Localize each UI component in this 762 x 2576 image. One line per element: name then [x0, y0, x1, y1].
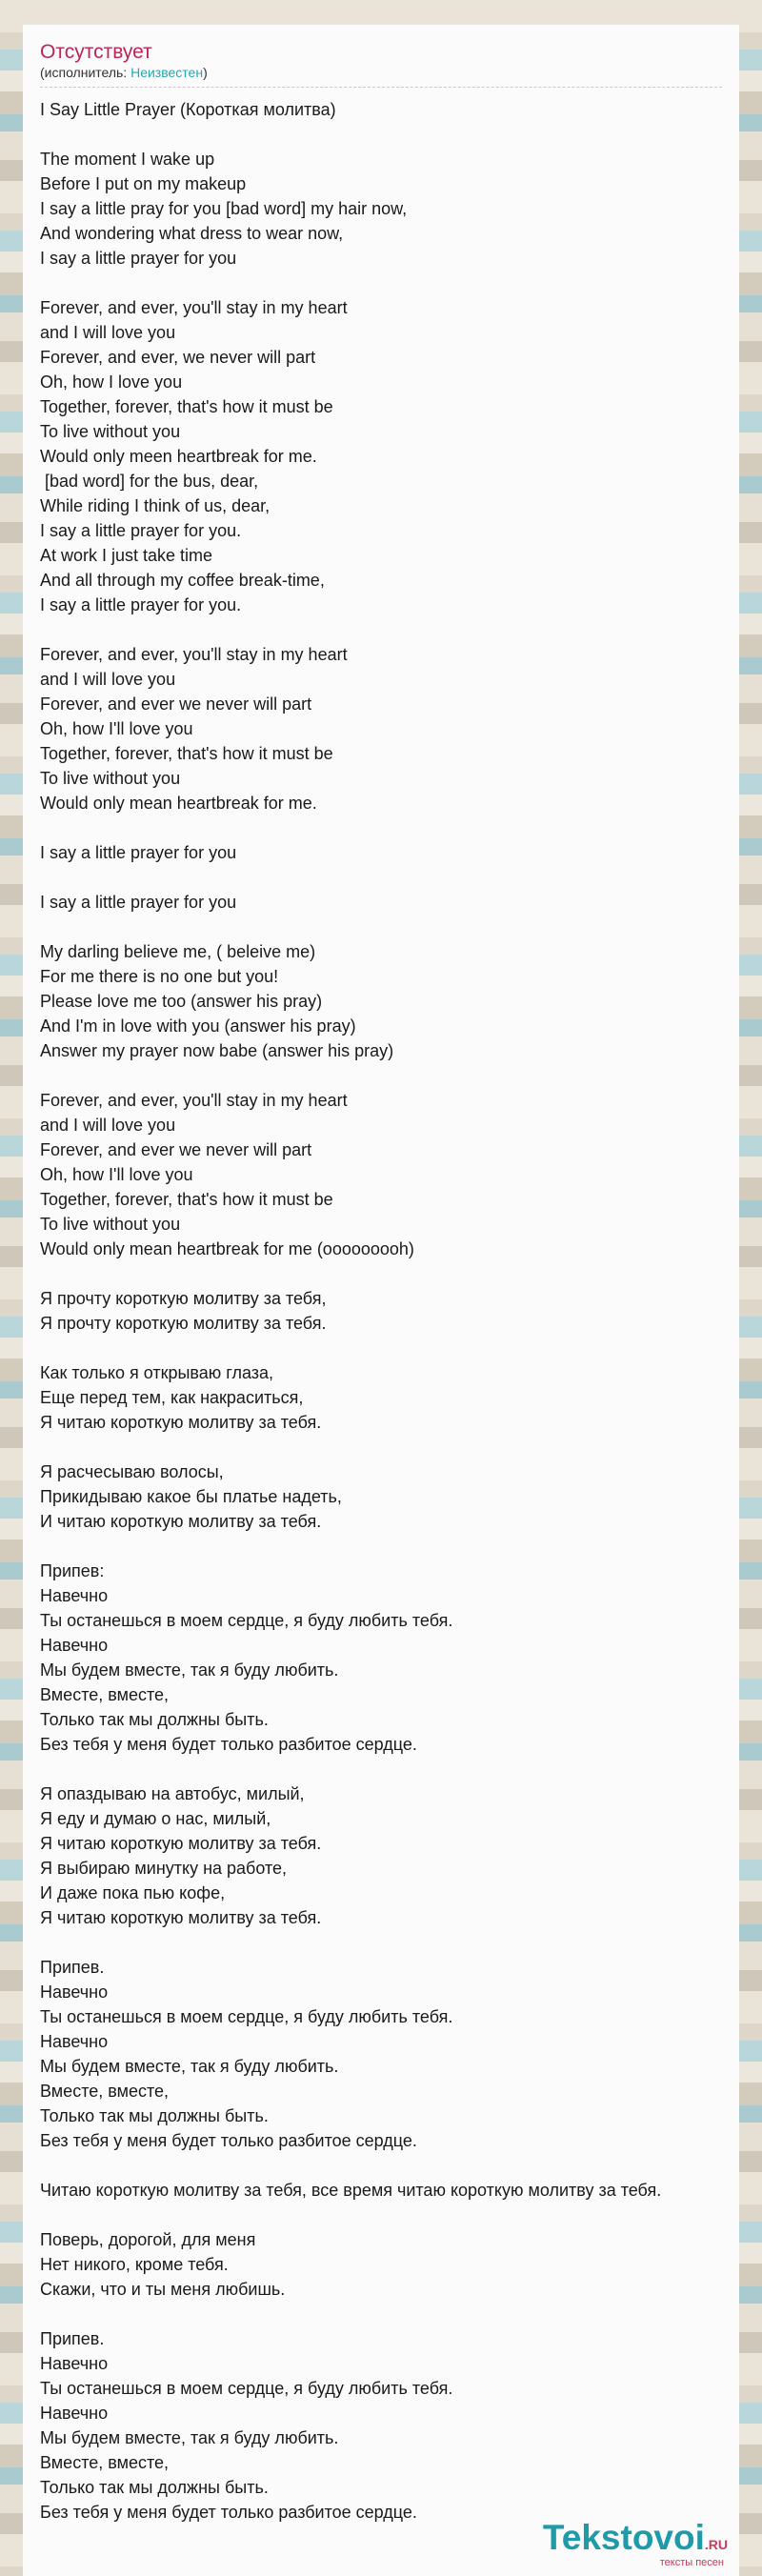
lyrics-line: Forever, and ever we never will part — [40, 694, 312, 714]
lyrics-blank-line — [40, 617, 735, 642]
lyrics-blank-line — [40, 865, 735, 890]
lyrics-line: Please love me too (answer his pray) — [40, 992, 323, 1011]
lyrics-line: Навечно — [40, 1586, 109, 1605]
lyrics-line: Forever, and ever we never will part — [40, 1140, 312, 1159]
lyrics-line: Я читаю короткую молитву за тебя. — [40, 1413, 322, 1432]
lyrics-line: and I will love you — [40, 323, 176, 342]
lyrics-line: Только так мы должны быть. — [40, 1710, 269, 1729]
lyrics-line: I Say Little Prayer (Короткая молитва) — [40, 100, 336, 119]
lyrics-line: and I will love you — [40, 670, 176, 689]
lyrics-line: Would only mean heartbreak for me (ooooooooh) — [40, 1239, 414, 1258]
lyrics-blank-line — [40, 815, 735, 840]
artist-link[interactable]: Неизвестен — [130, 65, 204, 80]
lyrics-line: Нет никого, кроме тебя. — [40, 2255, 229, 2274]
site-logo[interactable] — [518, 2519, 728, 2574]
lyrics-blank-line — [40, 2153, 735, 2178]
lyrics-line: Вместе, вместе, — [40, 1685, 170, 1704]
lyrics-line: Я опаздываю на автобус, милый, — [40, 1784, 305, 1803]
lyrics-line: At work I just take time — [40, 546, 213, 565]
lyrics-blank-line — [40, 1757, 735, 1781]
lyrics-line: Я расчесываю волосы, — [40, 1462, 224, 1481]
lyrics-line: Ты останешься в моем сердце, я буду любить тебя. — [40, 2007, 453, 2026]
song-title: Отсутствует — [40, 41, 152, 63]
lyrics-line: Мы будем вместе, так я буду любить. — [40, 2428, 339, 2447]
lyrics-line: Before I put on my makeup — [40, 174, 247, 193]
lyrics-line: and I will love you — [40, 1116, 176, 1135]
lyrics-line: Would only mean heartbreak for me. — [40, 794, 317, 813]
lyrics-line: Я читаю короткую молитву за тебя. — [40, 1908, 322, 1927]
lyrics-blank-line — [40, 122, 735, 147]
lyrics-line: To live without you — [40, 769, 181, 788]
lyrics-line: To live without you — [40, 422, 181, 441]
lyrics-content — [40, 40, 735, 2525]
lyrics-line: Я прочту короткую молитву за тебя, — [40, 1289, 327, 1308]
lyrics-line: Together, forever, that's how it must be — [40, 397, 333, 416]
lyrics-blank-line — [40, 2302, 735, 2326]
lyrics-line: Читаю короткую молитву за тебя, все время читаю короткую молитву за тебя. — [40, 2181, 662, 2200]
lyrics-line: Oh, how I love you — [40, 372, 183, 392]
lyrics-line: Oh, how I'll love you — [40, 719, 193, 738]
lyrics-line: Я еду и думаю о нас, милый, — [40, 1809, 271, 1828]
lyrics-line: To live without you — [40, 1215, 181, 1234]
lyrics-line: Без тебя у меня будет только разбитое сердце. — [40, 2131, 417, 2150]
lyrics-line: Я читаю короткую молитву за тебя. — [40, 1834, 322, 1853]
lyrics-line: Forever, and ever, we never will part — [40, 348, 316, 367]
lyrics-blank-line — [40, 1435, 735, 1459]
lyrics-line: Would only meen heartbreak for me. — [40, 447, 317, 466]
lyrics-line: Вместе, вместе, — [40, 2082, 170, 2101]
lyrics-line: Навечно — [40, 1982, 109, 2002]
lyrics-line: Навечно — [40, 2032, 109, 2051]
lyrics-line: Навечно — [40, 2354, 109, 2373]
lyrics-line: Без тебя у меня будет только разбитое сердце. — [40, 1735, 417, 1754]
lyrics-line: Oh, how I'll love you — [40, 1165, 193, 1184]
lyrics-card — [23, 25, 739, 2576]
lyrics-blank-line — [40, 1261, 735, 1286]
lyrics-line: And wondering what dress to wear now, — [40, 224, 344, 243]
lyrics-blank-line — [40, 915, 735, 939]
lyrics-text — [40, 97, 735, 2525]
lyrics-line: Скажи, что и ты меня любишь. — [40, 2280, 286, 2299]
lyrics-line: Вместе, вместе, — [40, 2453, 170, 2472]
lyrics-line: The moment I wake up — [40, 150, 215, 169]
title-divider — [40, 87, 722, 88]
lyrics-line: I say a little prayer for you — [40, 893, 237, 912]
lyrics-blank-line — [40, 1534, 735, 1559]
lyrics-line: Forever, and ever, you'll stay in my heart — [40, 1091, 348, 1110]
lyrics-line: I say a little prayer for you. — [40, 595, 242, 614]
lyrics-line: Мы будем вместе, так я буду любить. — [40, 2057, 339, 2076]
lyrics-line: I say a little pray for you [bad word] my hair now, — [40, 199, 408, 218]
lyrics-line: Прикидываю какое бы платье надеть, — [40, 1487, 342, 1506]
lyrics-line: Навечно — [40, 2404, 109, 2423]
lyrics-line: I say a little prayer for you — [40, 249, 237, 268]
lyrics-line: I say a little prayer for you. — [40, 521, 242, 540]
lyrics-line: Навечно — [40, 1636, 109, 1655]
lyrics-line: Только так мы должны быть. — [40, 2478, 269, 2497]
lyrics-line: Без тебя у меня будет только разбитое сердце. — [40, 2503, 417, 2522]
lyrics-line: Ты останешься в моем сердце, я буду любить тебя. — [40, 2379, 453, 2398]
lyrics-line: Поверь, дорогой, для меня — [40, 2230, 256, 2249]
logo-name: Tekstovoi — [542, 2518, 705, 2557]
lyrics-line: Как только я открываю глаза, — [40, 1363, 274, 1382]
lyrics-line: Припев: — [40, 1561, 105, 1580]
lyrics-line: I say a little prayer for you — [40, 843, 237, 862]
lyrics-line: Together, forever, that's how it must be — [40, 744, 333, 763]
lyrics-line: While riding I think of us, dear, — [40, 496, 271, 515]
lyrics-blank-line — [40, 1930, 735, 1955]
lyrics-blank-line — [40, 1063, 735, 1088]
lyrics-line: Ты останешься в моем сердце, я буду любить тебя. — [40, 1611, 453, 1630]
lyrics-line: Forever, and ever, you'll stay in my heart — [40, 298, 348, 317]
lyrics-line: And all through my coffee break-time, — [40, 571, 325, 590]
lyrics-line: Answer my prayer now babe (answer his pray) — [40, 1041, 394, 1060]
lyrics-line: Припев. — [40, 1958, 105, 1977]
logo-tld: .RU — [704, 2537, 728, 2552]
artist-line — [40, 64, 735, 81]
lyrics-blank-line — [40, 1336, 735, 1360]
lyrics-line: For me there is no one but you! — [40, 967, 279, 986]
lyrics-line: Together, forever, that's how it must be — [40, 1190, 333, 1209]
lyrics-blank-line — [40, 271, 735, 295]
lyrics-line: И читаю короткую молитву за тебя. — [40, 1512, 322, 1531]
lyrics-line: И даже пока пью кофе, — [40, 1883, 226, 1902]
lyrics-line: Forever, and ever, you'll stay in my heart — [40, 645, 348, 664]
lyrics-line: Припев. — [40, 2329, 105, 2348]
lyrics-line: Только так мы должны быть. — [40, 2106, 269, 2125]
lyrics-line: Мы будем вместе, так я буду любить. — [40, 1660, 339, 1680]
lyrics-line: Я прочту короткую молитву за тебя. — [40, 1314, 327, 1333]
lyrics-line: And I'm in love with you (answer his pray) — [40, 1016, 356, 1036]
artist-suffix: ) — [203, 65, 208, 80]
lyrics-blank-line — [40, 2203, 735, 2227]
lyrics-line: Я выбираю минутку на работе, — [40, 1859, 288, 1878]
lyrics-line: [bad word] for the bus, dear, — [40, 472, 259, 491]
lyrics-line: My darling believe me, ( beleive me) — [40, 942, 316, 961]
lyrics-line: Еще перед тем, как накраситься, — [40, 1388, 304, 1407]
artist-prefix: (исполнитель: — [40, 65, 131, 80]
logo-tagline: тексты песен — [659, 2557, 724, 2568]
